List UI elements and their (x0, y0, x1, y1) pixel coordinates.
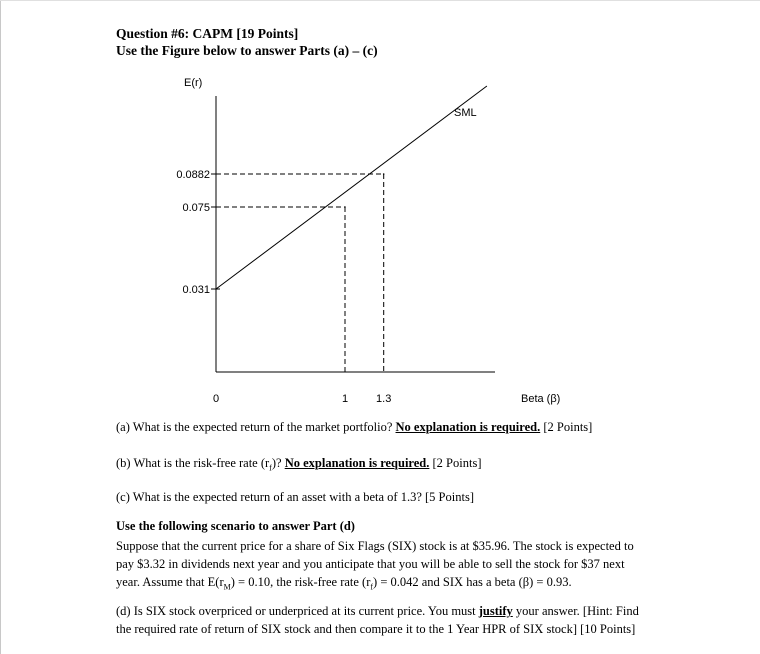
x-tick-label-1.3: 1.3 (376, 393, 392, 405)
part-d: (d) Is SIX stock overpriced or underpriced at its current price. You must justify your answer. [Hint: Find the required rate of return of SIX stock and then compare it to the 1 Year HPR of SIX stock] [10 Points] (116, 604, 639, 636)
question-title: Question #6: CAPM [19 Points] (116, 26, 299, 41)
x-tick-label-0: 0 (212, 393, 220, 405)
sml-line (216, 86, 487, 289)
question-subtitle: Use the Figure below to answer Parts (a) – (c) (116, 43, 378, 58)
y-axis-label: E(r) (184, 77, 203, 89)
sml-point-1.3 (383, 173, 385, 175)
scenario-text: Suppose that the current price for a share of Six Flags (SIX) stock is at $35.96. The stock is expected to pay $3.32 in dividends next year and you anticipate that you will be able to sell the stock for $37 next year. Assume that $E(r_M) = 0.10$, the risk-free rate $(r_f) = 0.042$ and SIX has a beta (β) = 0.93. (116, 539, 634, 592)
sml-point-1 (344, 206, 346, 208)
x-tick-label-1: 1 (341, 393, 349, 405)
sml-label: SML (454, 107, 477, 119)
y-tick-label-0.031: 0.031 (182, 284, 210, 296)
part-b: (b) What is the risk-free rate $(r_f)$? No explanation is required. [2 Points] (116, 456, 482, 473)
part-c: (c) What is the expected return of an asset with a beta of 1.3? [5 Points] (116, 490, 474, 504)
y-tick-label-0.075: 0.075 (182, 202, 210, 214)
part-a: (a) What is the expected return of the market portfolio? No explanation is required. [2 Points] (116, 420, 593, 434)
x-axis-label: Beta (β) (521, 393, 561, 405)
scenario-heading: Use the following scenario to answer Part (d) (116, 519, 355, 533)
y-tick-label-0.0882: 0.0882 (176, 169, 210, 181)
